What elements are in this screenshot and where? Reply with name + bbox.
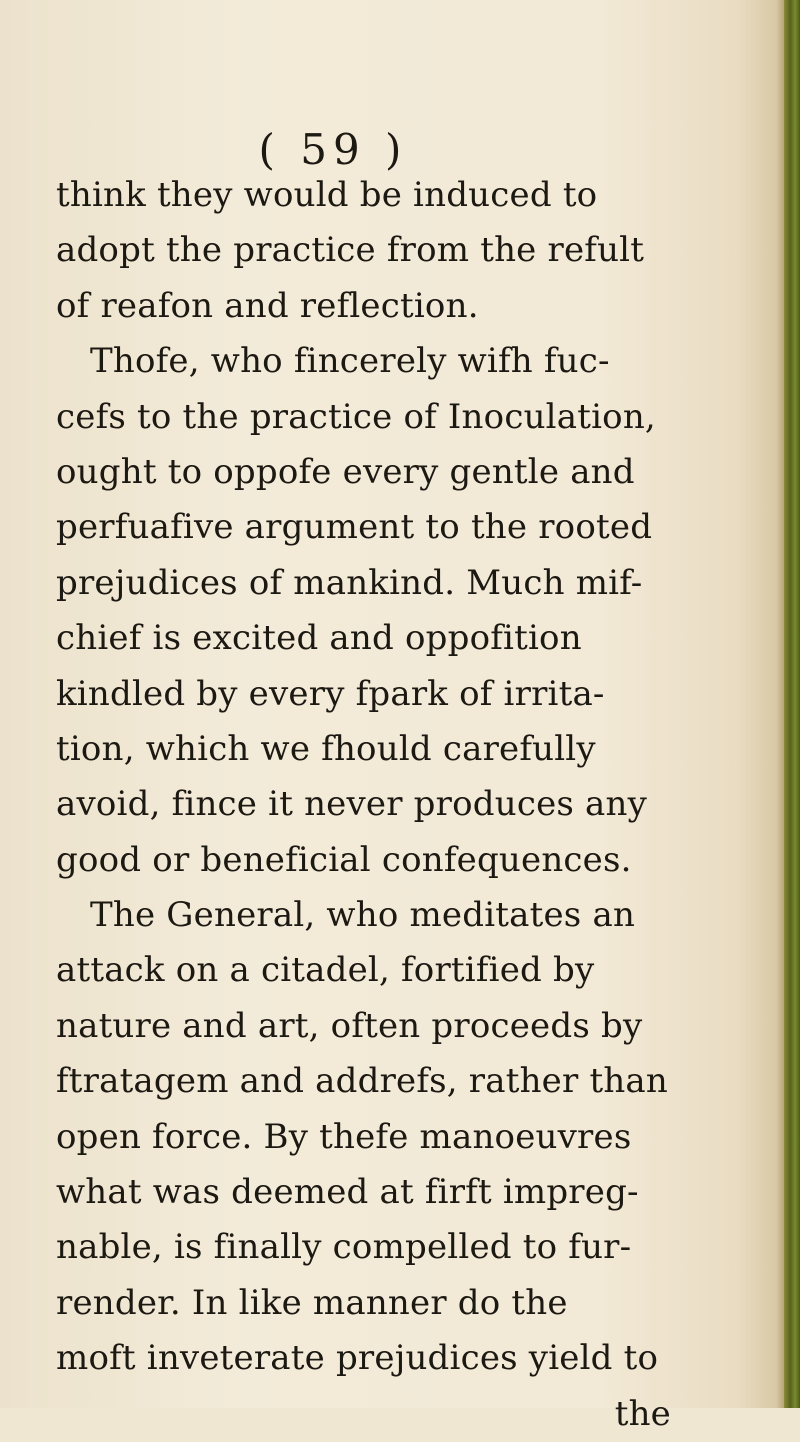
text-line-8: prejudices of mankind. Much mif- [56, 562, 643, 603]
text-line-13: good or beneficial confequences. [56, 839, 632, 880]
text-line-16: nature and art, often proceeds by [56, 1005, 643, 1046]
text-line-4: Thofe, who fincerely wifh fuc- [90, 341, 610, 382]
catchword: the [614, 1393, 671, 1434]
text-line-20: nable, is finally compelled to fur- [56, 1227, 632, 1268]
text-line-12: avoid, fince it never produces any [56, 784, 648, 825]
text-line-22: moft inveterate prejudices yield to [56, 1338, 659, 1379]
text-line-7: perfuafive argument to the rooted [56, 507, 653, 548]
text-line-5: cefs to the practice of Inoculation, [56, 396, 656, 437]
text-line-18: open force. By thefe manoeuvres [56, 1116, 632, 1157]
text-line-11: tion, which we fhould carefully [56, 728, 596, 769]
page-number: ( 59 ) [258, 125, 408, 174]
text-line-14: The General, who meditates an [90, 895, 636, 936]
text-line-9: chief is excited and oppofition [56, 618, 582, 659]
text-line-17: ftratagem and addrefs, rather than [56, 1061, 668, 1102]
text-line-2: adopt the practice from the refult [56, 230, 645, 271]
text-line-1: think they would be induced to [56, 175, 598, 215]
text-line-10: kindled by every fpark of irrita- [56, 673, 605, 714]
text-line-3: of reafon and reflection. [56, 285, 479, 326]
text-line-15: attack on a citadel, fortified by [56, 950, 595, 991]
text-line-21: render. In like manner do the [56, 1282, 568, 1323]
book-binding-edge [784, 0, 800, 1408]
body-text [56, 168, 671, 1442]
text-line-6: ought to oppofe every gentle and [56, 451, 635, 492]
text-line-19: what was deemed at firft impreg- [56, 1172, 639, 1213]
